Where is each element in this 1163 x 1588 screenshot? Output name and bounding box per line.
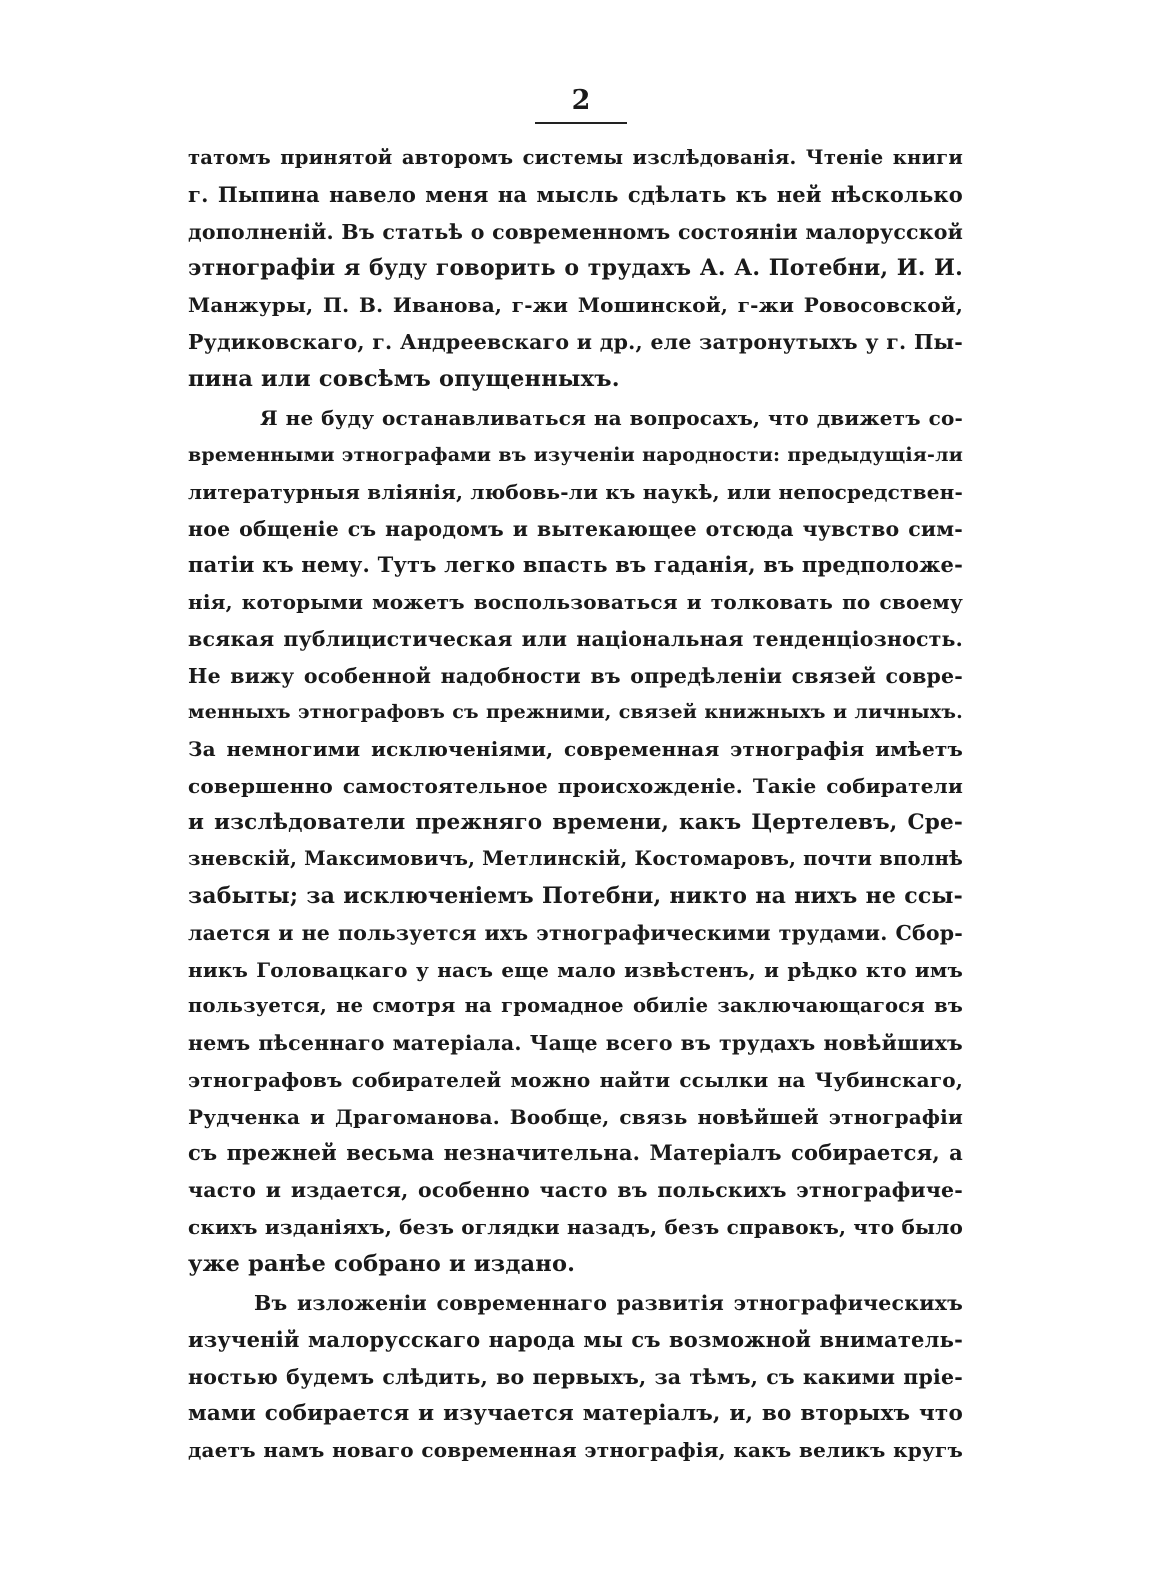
text-line: временными этнографами въ изученіи народности: предыдущія-ли (188, 444, 963, 466)
text-line: всякая публицистическая или національная тенденціозность. (188, 626, 963, 651)
text-line: Рудиковскаго, г. Андреевскаго и др., еле затронутыхъ у г. Пы- (188, 329, 963, 354)
text-line: нія, которыми можетъ воспользоваться и толковать по своему (188, 590, 963, 614)
text-line: часто и издается, особенно часто въ польскихъ этнографиче- (188, 1178, 963, 1202)
page-number: 2 (571, 85, 591, 116)
text-line: изученій малорусскаго народа мы съ возможной вниматель- (188, 1327, 963, 1352)
text-line: пина или совсѣмъ опущенныхъ. (188, 365, 620, 392)
text-line: менныхъ этнографовъ съ прежними, связей книжныхъ и личныхъ. (188, 701, 963, 724)
text-line: скихъ изданіяхъ, безъ оглядки назадъ, безъ справокъ, что было (188, 1214, 963, 1239)
text-line: За немногими исключеніями, современная этнографія имѣетъ (188, 737, 963, 761)
text-line: Въ изложеніи современнаго развитія этнографическихъ (254, 1291, 963, 1316)
text-line: Не вижу особенной надобности въ опредѣленіи связей совре- (188, 663, 963, 688)
text-line: этнографовъ собирателей можно найти ссылки на Чубинскаго, (188, 1067, 963, 1092)
text-line: татомъ принятой авторомъ системы изслѣдованія. Чтеніе книги (188, 146, 963, 169)
text-line: даетъ намъ новаго современная этнографія, какъ великъ кругъ (188, 1438, 963, 1463)
text-line: литературныя вліянія, любовь-ли къ наукѣ, или непосредствен- (188, 479, 963, 504)
text-line: Рудченка и Драгоманова. Вообще, связь новѣйшей этнографіи (188, 1104, 963, 1129)
text-line: уже ранѣе собрано и издано. (188, 1250, 576, 1277)
text-line: зневскій, Максимовичъ, Метлинскій, Костомаровъ, почти вполнѣ (188, 847, 963, 871)
text-line: Я не буду останавливаться на вопросахъ, что движетъ со- (260, 406, 963, 431)
text-line: дополненій. Въ статьѣ о современномъ состояніи малорусской (188, 219, 963, 244)
text-line: никъ Головацкаго у насъ еще мало извѣстенъ, и рѣдко кто имъ (188, 957, 963, 982)
text-line: патіи къ нему. Тутъ легко впасть въ гаданія, въ предположе- (188, 552, 963, 578)
text-line: и изслѣдователи прежняго времени, какъ Цертелевъ, Сре- (188, 809, 963, 835)
text-line: ностью будемъ слѣдить, во первыхъ, за тѣмъ, съ какими пріе- (188, 1364, 963, 1389)
text-line: г. Пыпина навело меня на мысль сдѣлать къ ней нѣсколько (188, 181, 963, 207)
text-line: забыты; за исключеніемъ Потебни, никто на нихъ не ссы- (188, 883, 963, 909)
text-line: Манжуры, П. В. Иванова, г-жи Мошинской, г-жи Ровосовской, (188, 293, 963, 317)
text-line: ное общеніе съ народомъ и вытекающее отсюда чувство сим- (188, 516, 963, 541)
text-line: лается и не пользуется ихъ этнографическими трудами. Сбор- (188, 920, 963, 945)
paragraph-3 (188, 1285, 963, 1469)
body-text (188, 140, 963, 1469)
text-line: совершенно самостоятельное происхожденіе. Такіе собиратели (188, 773, 963, 798)
text-line: немъ пѣсеннаго матеріала. Чаще всего въ трудахъ новѣйшихъ (188, 1031, 963, 1055)
text-line: этнографіи я буду говорить о трудахъ А. А. Потебни, И. И. (188, 255, 963, 282)
text-line: мами собирается и изучается матеріалъ, и, во вторыхъ что (188, 1400, 963, 1426)
text-line: съ прежней весьма незначительна. Матеріалъ собирается, а (188, 1140, 963, 1166)
text-line: пользуется, не смотря на громадное обиліе заключающагося въ (188, 994, 963, 1018)
paragraph-2 (188, 400, 963, 1282)
paragraph-1 (188, 140, 963, 397)
page-number-rule (535, 122, 627, 124)
